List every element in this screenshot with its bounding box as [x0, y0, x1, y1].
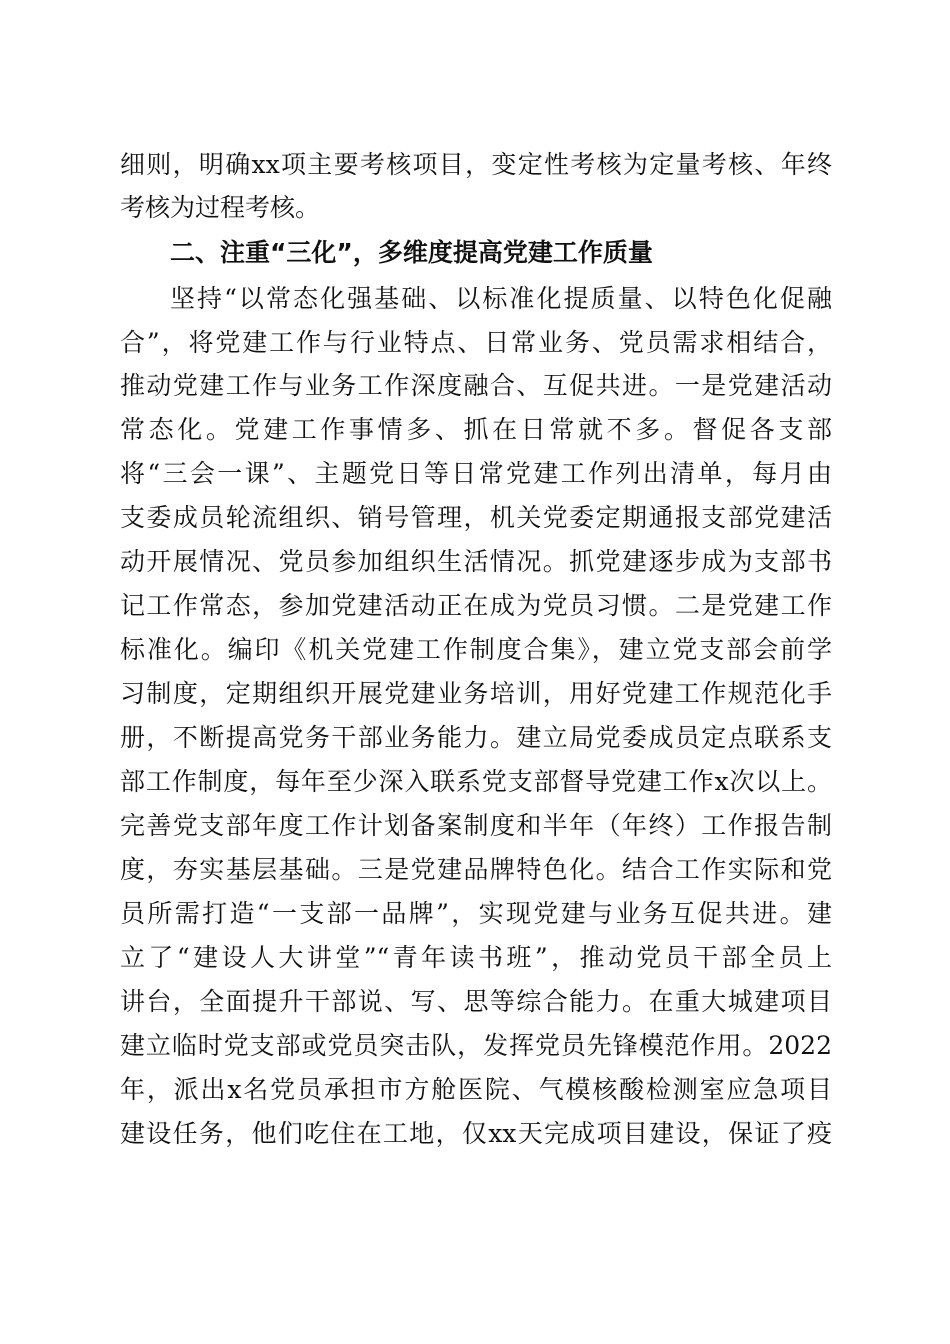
paragraph-line: 推动党建工作与业务工作深度融合、互促共进。一是党建活动	[120, 371, 832, 400]
paragraph-line: 支委成员轮流组织、销号管理，机关党委定期通报支部党建活	[120, 503, 832, 532]
paragraph-line: 将“三会一课”、主题党日等日常党建工作列出清单，每月由	[120, 459, 832, 488]
paragraph-line: 考核为过程考核。	[120, 193, 321, 222]
paragraph-line: 员所需打造“一支部一品牌”，实现党建与业务互促共进。建	[120, 899, 832, 928]
paragraph-line: 记工作常态，参加党建活动正在成为党员习惯。二是党建工作	[120, 591, 832, 620]
paragraph-line: 年，派出x名党员承担市方舱医院、气模核酸检测室应急项目	[120, 1075, 832, 1104]
paragraph-line: 完善党支部年度工作计划备案制度和半年（年终）工作报告制	[120, 811, 832, 840]
paragraph-line: 册，不断提高党务干部业务能力。建立局党委成员定点联系支	[120, 723, 832, 752]
paragraph-line: 度，夯实基层基础。三是党建品牌特色化。结合工作实际和党	[120, 855, 832, 884]
paragraph-line: 建设任务，他们吃住在工地，仅xx天完成项目建设，保证了疫	[120, 1119, 832, 1148]
paragraph-line: 标准化。编印《机关党建工作制度合集》，建立党支部会前学	[120, 635, 832, 664]
paragraph-line: 细则，明确xx项主要考核项目，变定性考核为定量考核、年终	[120, 150, 832, 179]
paragraph-line: 建立临时党支部或党员突击队，发挥党员先锋模范作用。2022	[120, 1031, 832, 1060]
paragraph-line: 习制度，定期组织开展党建业务培训，用好党建工作规范化手	[120, 679, 832, 708]
section-heading: 二、注重“三化”，多维度提高党建工作质量	[170, 238, 653, 267]
paragraph-line: 常态化。党建工作事情多、抓在日常就不多。督促各支部	[120, 415, 832, 444]
paragraph-line: 讲台，全面提升干部说、写、思等综合能力。在重大城建项目	[120, 987, 832, 1016]
paragraph-line: 立了“建设人大讲堂”“青年读书班”，推动党员干部全员上	[120, 943, 832, 972]
paragraph-line: 部工作制度，每年至少深入联系党支部督导党建工作x次以上。	[120, 767, 832, 796]
paragraph-line: 坚持“以常态化强基础、以标准化提质量、以特色化促融	[170, 284, 832, 313]
paragraph-line: 合”，将党建工作与行业特点、日常业务、党员需求相结合，	[120, 328, 832, 357]
paragraph-line: 动开展情况、党员参加组织生活情况。抓党建逐步成为支部书	[120, 547, 832, 576]
